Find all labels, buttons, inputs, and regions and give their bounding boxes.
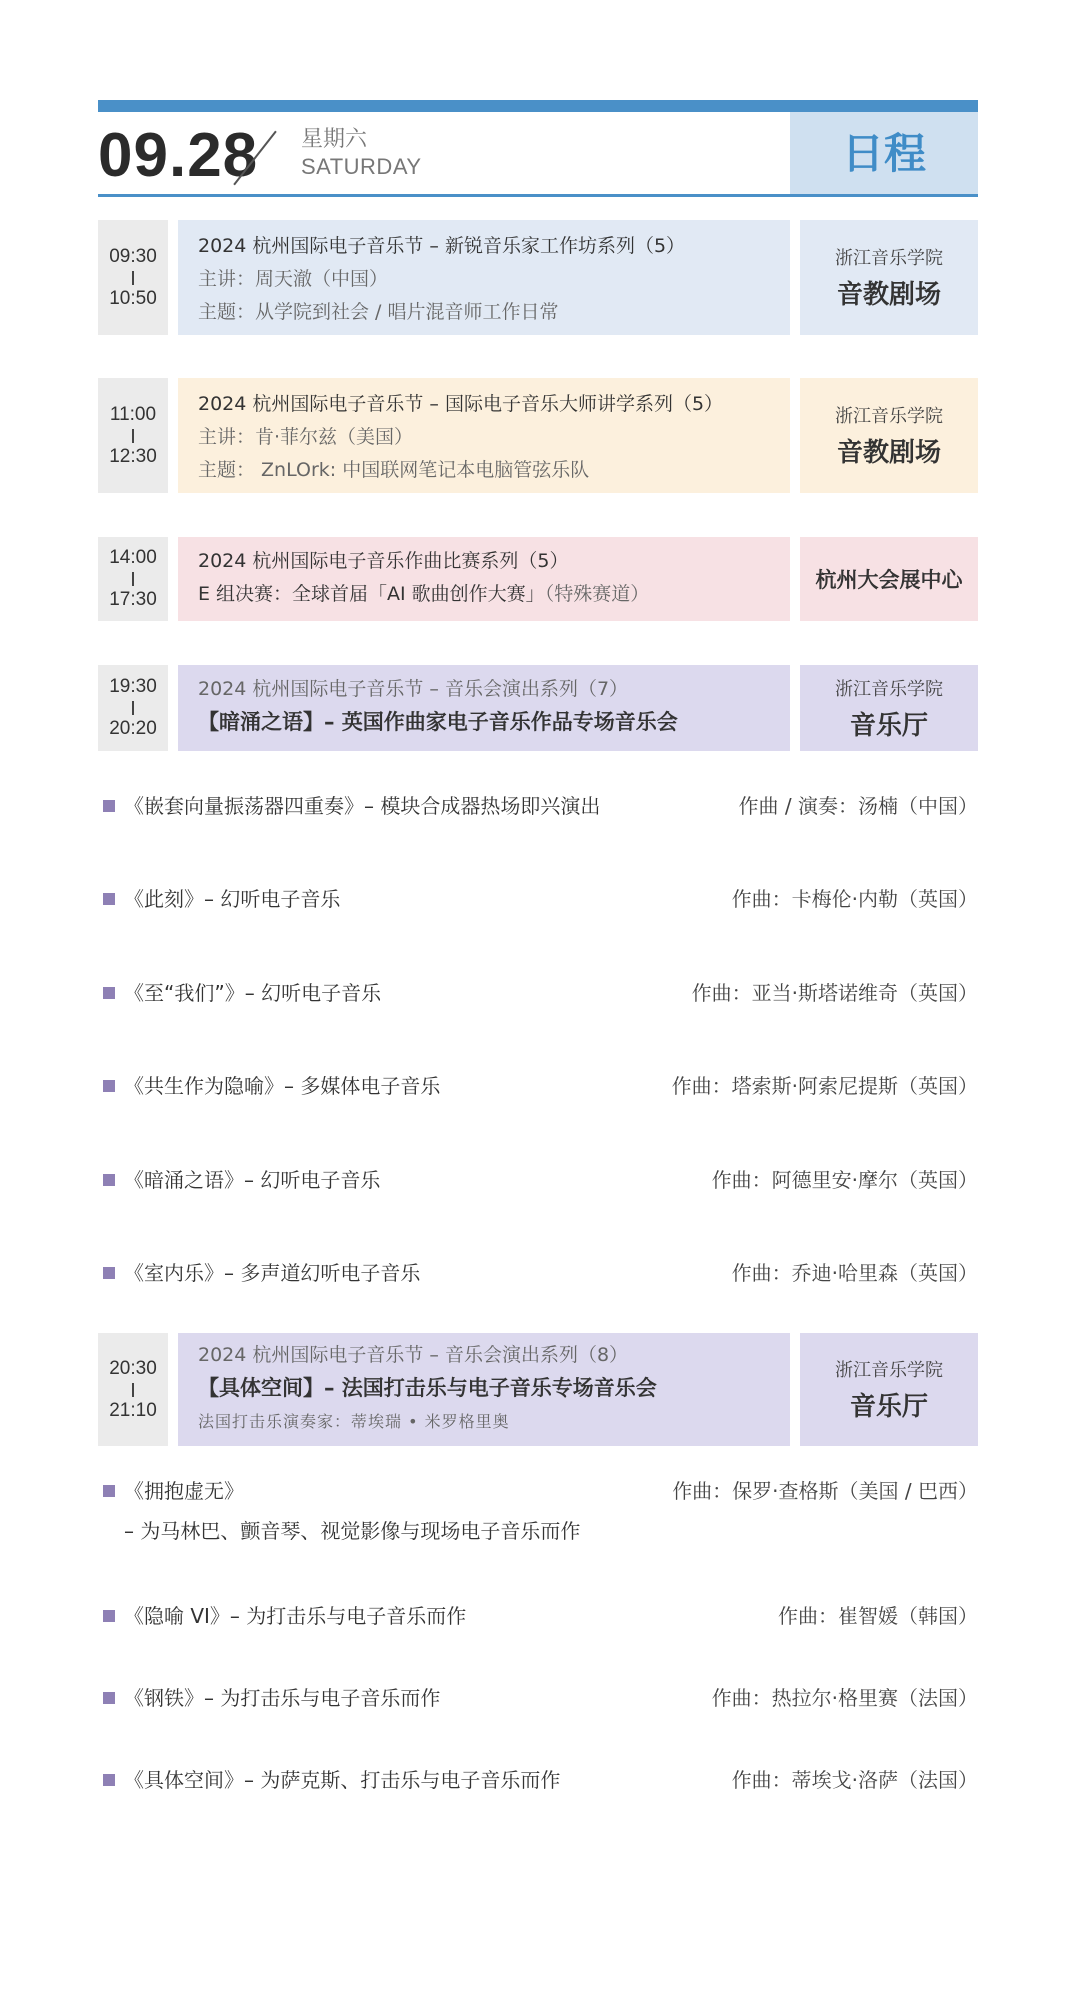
end-time: 21:10 bbox=[109, 1399, 157, 1421]
session-time bbox=[98, 220, 168, 335]
header-top-bar bbox=[98, 100, 978, 112]
bullet-square-icon bbox=[103, 1080, 115, 1092]
bullet-square-icon bbox=[103, 1610, 115, 1622]
performer-line: 法国打击乐演奏家：蒂埃瑞 • 米罗格里奥 bbox=[198, 1412, 510, 1431]
start-time: 19:30 bbox=[109, 676, 157, 697]
session-info bbox=[178, 378, 790, 493]
session-time bbox=[98, 1333, 168, 1446]
venue-institution: 浙江音乐学院 bbox=[835, 1360, 943, 1381]
session-time bbox=[98, 537, 168, 621]
venue-hall: 音乐厅 bbox=[849, 1392, 928, 1422]
header-underline bbox=[98, 194, 978, 197]
piece-credit: 作曲：蒂埃戈·洛萨（法国） bbox=[731, 1768, 978, 1792]
session-series-title: 2024 杭州国际电子音乐节 – 国际电子音乐大师讲学系列（5） bbox=[198, 393, 724, 415]
session-block bbox=[98, 378, 978, 493]
bullet-square-icon bbox=[103, 1774, 115, 1786]
piece-title: 《钢铁》– 为打击乐与电子音乐而作 bbox=[124, 1686, 441, 1710]
session-time bbox=[98, 378, 168, 493]
bullet-square-icon bbox=[103, 893, 115, 905]
time-separator bbox=[132, 429, 134, 443]
venue-hall: 音教剧场 bbox=[836, 280, 941, 310]
venue-hall: 音乐厅 bbox=[849, 710, 928, 741]
piece-title: 《具体空间》– 为萨克斯、打击乐与电子音乐而作 bbox=[124, 1768, 561, 1792]
start-time: 11:00 bbox=[109, 403, 157, 425]
date-label: 09.28 bbox=[98, 121, 259, 190]
concert-title: 【具体空间】– 法国打击乐与电子音乐专场音乐会 bbox=[198, 1376, 657, 1400]
session-series-title: 2024 杭州国际电子音乐节 – 新锐音乐家工作坊系列（5） bbox=[198, 235, 686, 257]
session-topic: 主题： ZnLOrk: 中国联网笔记本电脑管弦乐队 bbox=[198, 459, 590, 481]
venue-institution: 浙江音乐学院 bbox=[835, 678, 943, 700]
end-time: 17:30 bbox=[109, 589, 157, 610]
piece-credit: 作曲：卡梅伦·内勒（英国） bbox=[731, 887, 978, 911]
session-series-title: 2024 杭州国际电子音乐节 – 音乐会演出系列（8） bbox=[198, 1344, 629, 1366]
bullet-square-icon bbox=[103, 800, 115, 812]
piece-title: 《暗涌之语》– 幻听电子音乐 bbox=[124, 1168, 381, 1192]
piece-credit: 作曲：保罗·查格斯（美国 / 巴西） bbox=[672, 1479, 978, 1503]
session-block bbox=[98, 537, 978, 621]
session-venue bbox=[800, 378, 978, 493]
piece-credit: 作曲 / 演奏：汤楠（中国） bbox=[738, 794, 978, 818]
session-info bbox=[178, 220, 790, 335]
session-info bbox=[178, 665, 790, 751]
time-separator bbox=[132, 572, 134, 586]
bullet-square-icon bbox=[103, 987, 115, 999]
special-track-note: （特殊赛道） bbox=[544, 583, 650, 605]
piece-title: 《此刻》– 幻听电子音乐 bbox=[124, 887, 341, 911]
end-time: 20:20 bbox=[109, 718, 157, 739]
session-block bbox=[98, 220, 978, 335]
piece-title: 《隐喻 VI》– 为打击乐与电子音乐而作 bbox=[124, 1604, 467, 1628]
schedule-tag: 日程 bbox=[790, 112, 978, 196]
time-separator bbox=[132, 1383, 134, 1397]
venue-institution: 浙江音乐学院 bbox=[835, 406, 943, 427]
session-time bbox=[98, 665, 168, 751]
session-block bbox=[98, 665, 978, 751]
weekday-en: SATURDAY bbox=[301, 154, 422, 179]
start-time: 14:00 bbox=[109, 547, 157, 568]
final-title-text: E 组决赛：全球首届「AI 歌曲创作大赛」 bbox=[198, 583, 545, 605]
bullet-square-icon bbox=[103, 1692, 115, 1704]
weekday-cn: 星期六 bbox=[301, 127, 368, 152]
start-time: 09:30 bbox=[109, 245, 157, 267]
bullet-square-icon bbox=[103, 1174, 115, 1186]
start-time: 20:30 bbox=[109, 1357, 157, 1379]
end-time: 12:30 bbox=[109, 445, 157, 467]
session-speaker: 主讲：肯·菲尔兹（美国） bbox=[198, 426, 414, 448]
page-header bbox=[98, 112, 978, 196]
bullet-square-icon bbox=[103, 1267, 115, 1279]
piece-subtitle: – 为马林巴、颤音琴、视觉影像与现场电子音乐而作 bbox=[124, 1519, 581, 1543]
piece-credit: 作曲：亚当·斯塔诺维奇（英国） bbox=[691, 981, 978, 1005]
piece-credit: 作曲：阿德里安·摩尔（英国） bbox=[711, 1168, 978, 1192]
time-separator bbox=[132, 701, 134, 715]
session-block bbox=[98, 1333, 978, 1446]
session-info bbox=[178, 1333, 790, 1446]
concert-title: 【暗涌之语】– 英国作曲家电子音乐作品专场音乐会 bbox=[198, 710, 678, 734]
time-separator bbox=[132, 271, 134, 285]
piece-title: 《室内乐》– 多声道幻听电子音乐 bbox=[124, 1261, 421, 1285]
piece-title: 《共生作为隐喻》– 多媒体电子音乐 bbox=[124, 1074, 441, 1098]
session-info bbox=[178, 537, 790, 621]
session-venue bbox=[800, 220, 978, 335]
venue-hall: 音教剧场 bbox=[836, 438, 941, 468]
piece-title: 《嵌套向量振荡器四重奏》– 模块合成器热场即兴演出 bbox=[124, 794, 601, 818]
session-speaker: 主讲：周天澈（中国） bbox=[198, 268, 389, 290]
session-venue bbox=[800, 537, 978, 621]
session-series-title: 2024 杭州国际电子音乐作曲比赛系列（5） bbox=[198, 550, 569, 572]
session-venue bbox=[800, 1333, 978, 1446]
piece-title: 《至“我们”》– 幻听电子音乐 bbox=[124, 981, 382, 1005]
end-time: 10:50 bbox=[109, 287, 157, 309]
session-final-title bbox=[198, 578, 770, 611]
piece-credit: 作曲：乔迪·哈里森（英国） bbox=[731, 1261, 978, 1285]
piece-title: 《拥抱虚无》 bbox=[124, 1479, 244, 1503]
session-series-title: 2024 杭州国际电子音乐节 – 音乐会演出系列（7） bbox=[198, 678, 629, 700]
bullet-square-icon bbox=[103, 1485, 115, 1497]
venue-name: 杭州大会展中心 bbox=[815, 568, 963, 592]
venue-institution: 浙江音乐学院 bbox=[835, 248, 943, 269]
piece-credit: 作曲：塔索斯·阿索尼提斯（英国） bbox=[671, 1074, 978, 1098]
piece-credit: 作曲：热拉尔·格里赛（法国） bbox=[711, 1686, 978, 1710]
session-venue bbox=[800, 665, 978, 751]
piece-credit: 作曲：崔智媛（韩国） bbox=[778, 1604, 978, 1628]
session-topic: 主题：从学院到社会 / 唱片混音师工作日常 bbox=[198, 301, 559, 323]
